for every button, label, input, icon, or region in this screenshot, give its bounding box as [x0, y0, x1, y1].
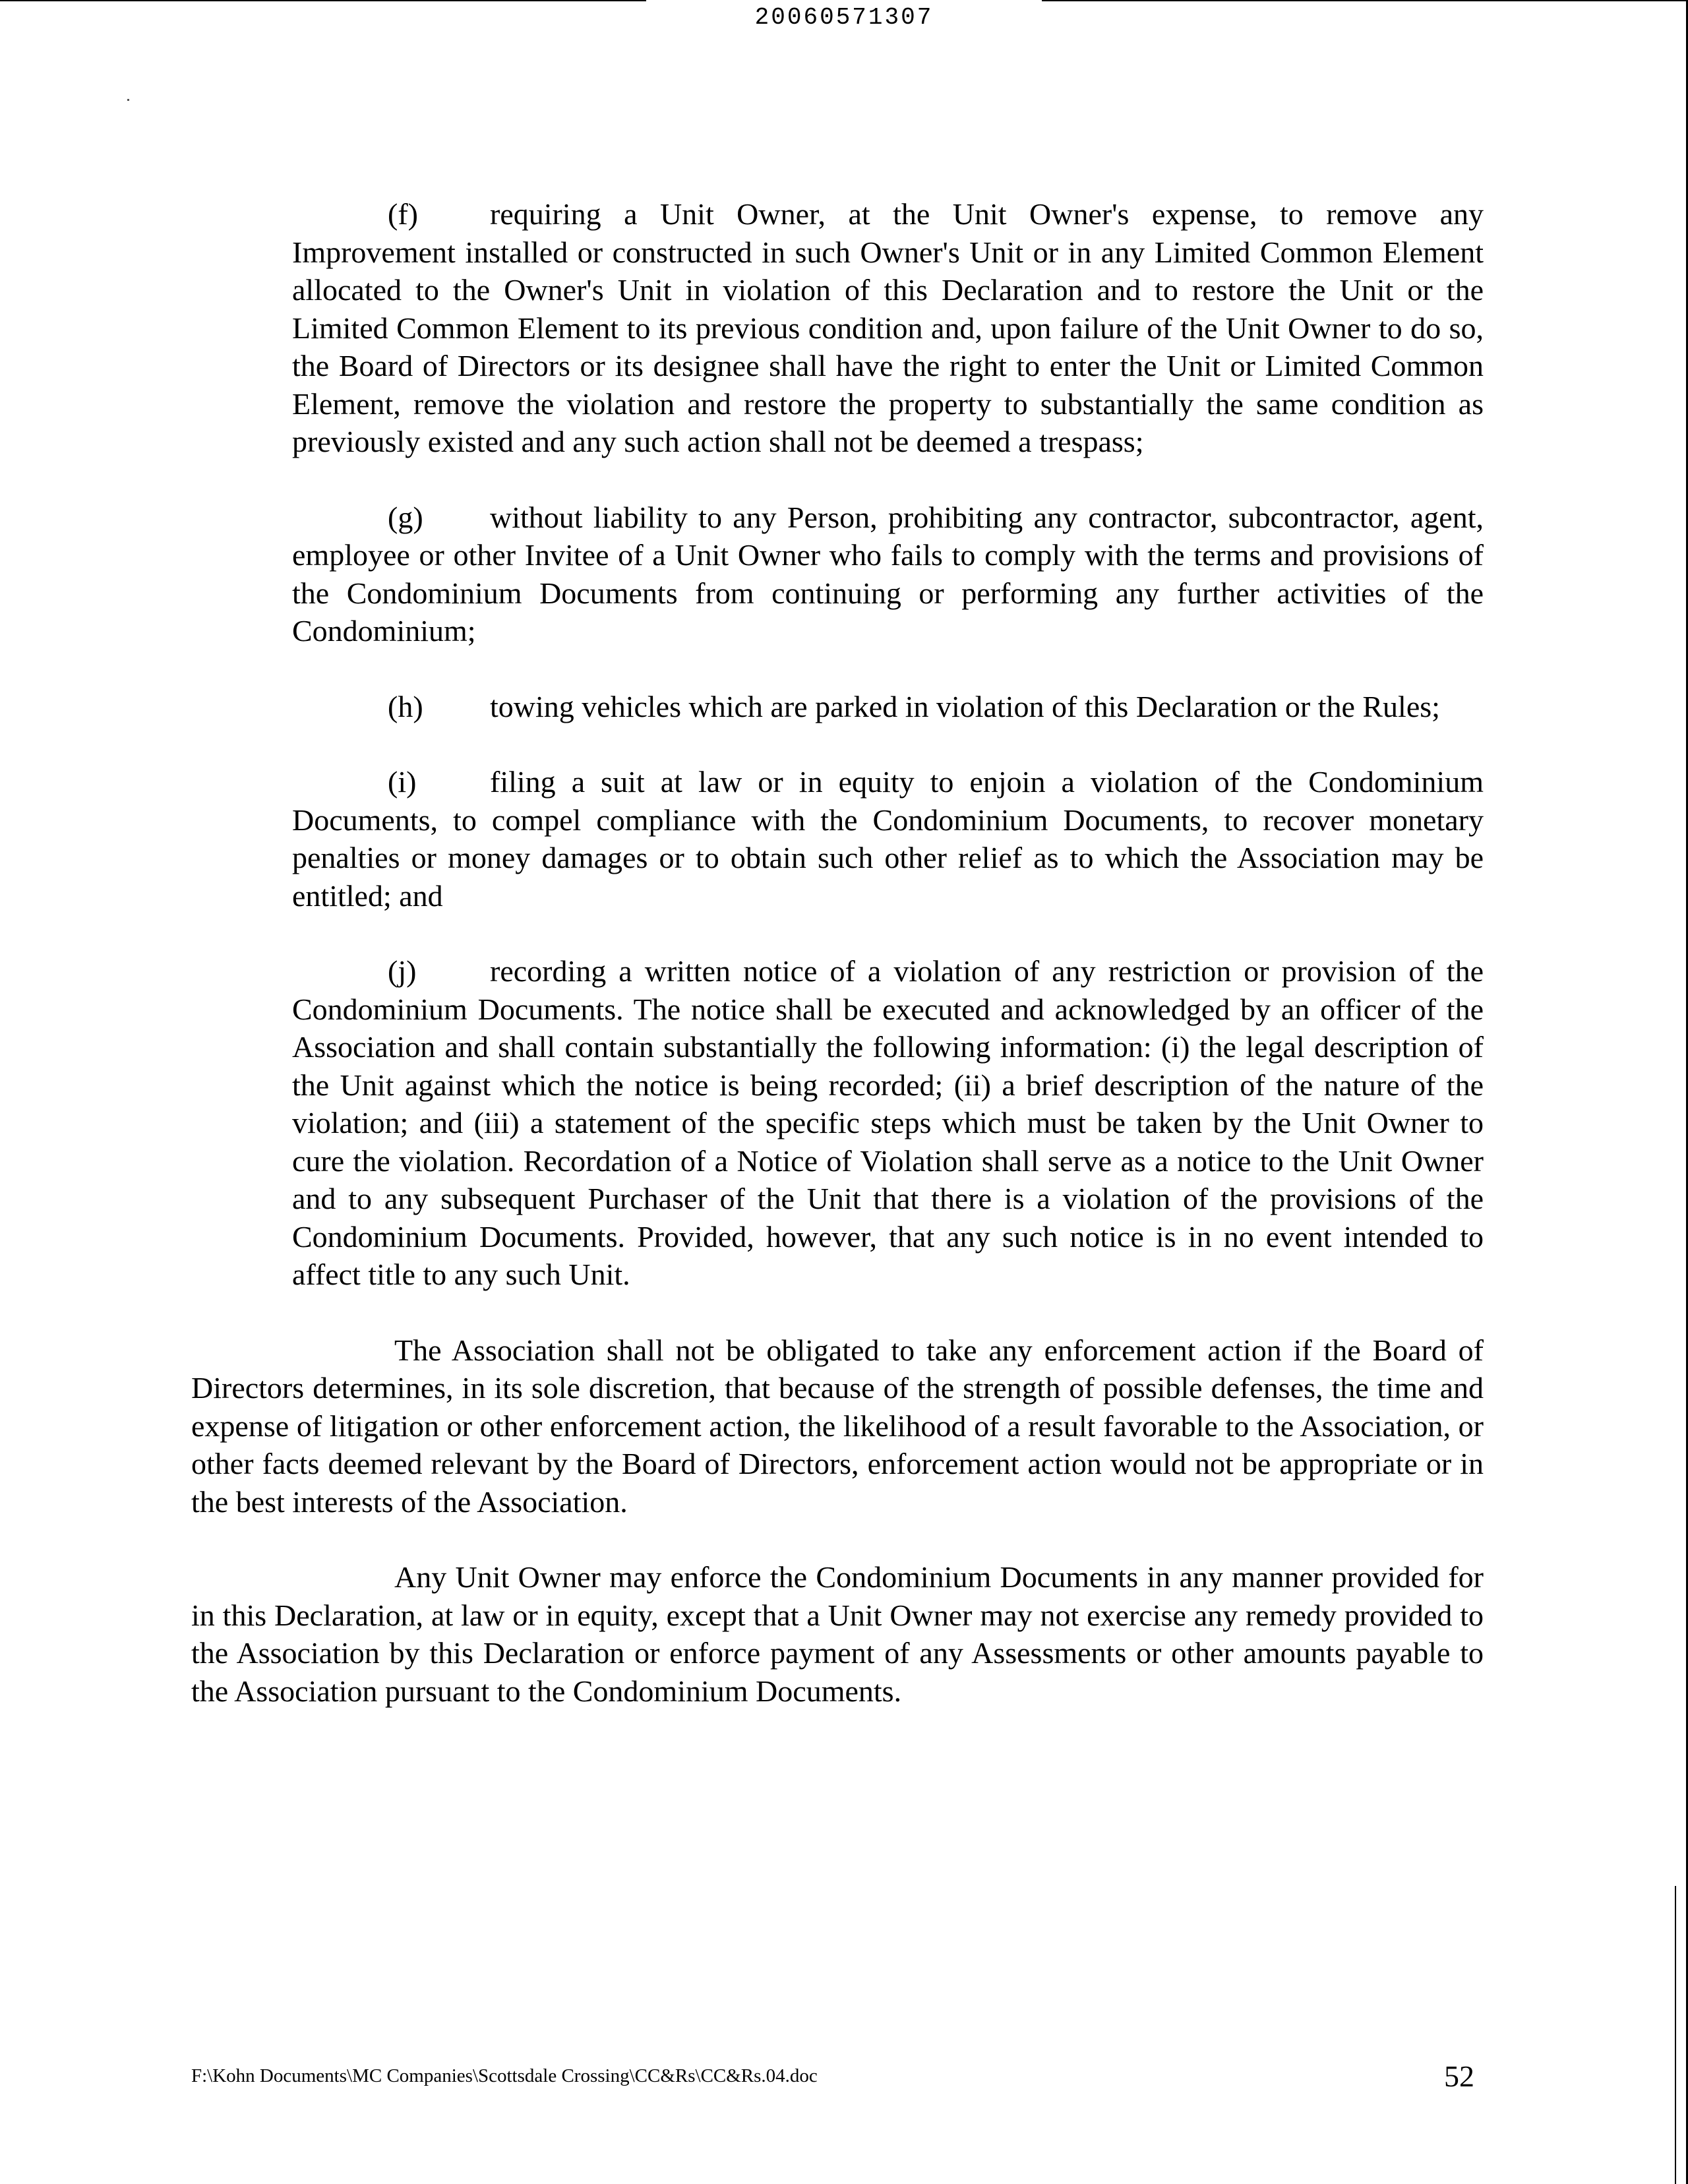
list-item-f — [292, 195, 1484, 461]
top-border-rule-left — [0, 0, 646, 1]
item-marker: (f) — [388, 197, 418, 231]
list-item-i — [292, 763, 1484, 915]
item-text: requiring a Unit Owner, at the Unit Owner's expense, to remove any Improvement installed or constructed in such Owner's Unit or in any Limited Common Element allocated to the Owner's Unit in violation of this Declaration and to restore the Unit or the Limited Common Element to its previous condition and, upon failure of the Unit Owner to do so, the Board of Directors or its designee shall have the right to enter the Unit or Limited Common Element, remove the violation and restore the property to substantially the same condition as previously existed and any such action shall not be deemed a trespass; — [292, 197, 1484, 458]
document-number: 20060571307 — [754, 4, 934, 31]
item-marker: (j) — [388, 954, 417, 988]
page-number: 52 — [1444, 2059, 1474, 2093]
item-marker: (g) — [388, 500, 423, 534]
footer-file-path: F:\Kohn Documents\MC Companies\Scottsdale Crossing\CC&Rs\CC&Rs.04.doc — [191, 2065, 818, 2086]
item-text: without liability to any Person, prohibiting any contractor, subcontractor, agent, employee or other Invitee of a Unit Owner who fails to comply with the terms and provisions of the Condominium Documents from continuing or performing any further activities of the Condominium; — [292, 500, 1484, 648]
item-text: towing vehicles which are parked in violation of this Declaration or the Rules; — [490, 689, 1440, 723]
page-body — [191, 195, 1484, 1747]
right-inner-border — [1675, 1886, 1676, 2184]
item-marker: (i) — [388, 765, 417, 799]
item-text: filing a suit at law or in equity to enjoin a violation of the Condominium Documents, to compel compliance with the Condominium Documents, to recover monetary penalties or money damages or to obtain such other relief as to which the Association may be entitled; and — [292, 765, 1484, 913]
scan-speck — [127, 99, 129, 101]
item-marker: (h) — [388, 689, 423, 723]
list-item-j — [292, 952, 1484, 1294]
list-item-h — [292, 688, 1484, 726]
body-paragraph-owner-enforcement: Any Unit Owner may enforce the Condominium Documents in any manner provided for in this Declaration, at law or in equity, except that a Unit Owner may not exercise any remedy provided to the Association by this Declaration or enforce payment of any Assessments or other amounts payable to the Association pursuant to the Condominium Documents. — [191, 1560, 1484, 1708]
body-paragraph-enforcement-discretion: The Association shall not be obligated to take any enforcement action if the Board of Directors determines, in its sole discretion, that because of the strength of possible defenses, the time and expense of litigation or other enforcement action, the likelihood of a result favorable to the Association, or other facts deemed relevant by the Board of Directors, enforcement action would not be appropriate or in the best interests of the Association. — [191, 1333, 1484, 1519]
top-border-rule-right — [1042, 0, 1688, 1]
list-item-g — [292, 499, 1484, 650]
item-text: recording a written notice of a violation of any restriction or provision of the Condominium Documents. The notice shall be executed and acknowledged by an officer of the Association and shall contain substantially the following information: (i) the legal description of the Unit against which the notice is being recorded; (ii) a brief description of the nature of the violation; and (iii) a statement of the specific steps which must be taken by the Unit Owner to cure the violation. Recordation of a Notice of Violation shall serve as a notice to the Unit Owner and to any subsequent Purchaser of the Unit that there is a violation of the provisions of the Condominium Documents. Provided, however, that any such notice is in no event intended to affect title to any such Unit. — [292, 954, 1484, 1291]
